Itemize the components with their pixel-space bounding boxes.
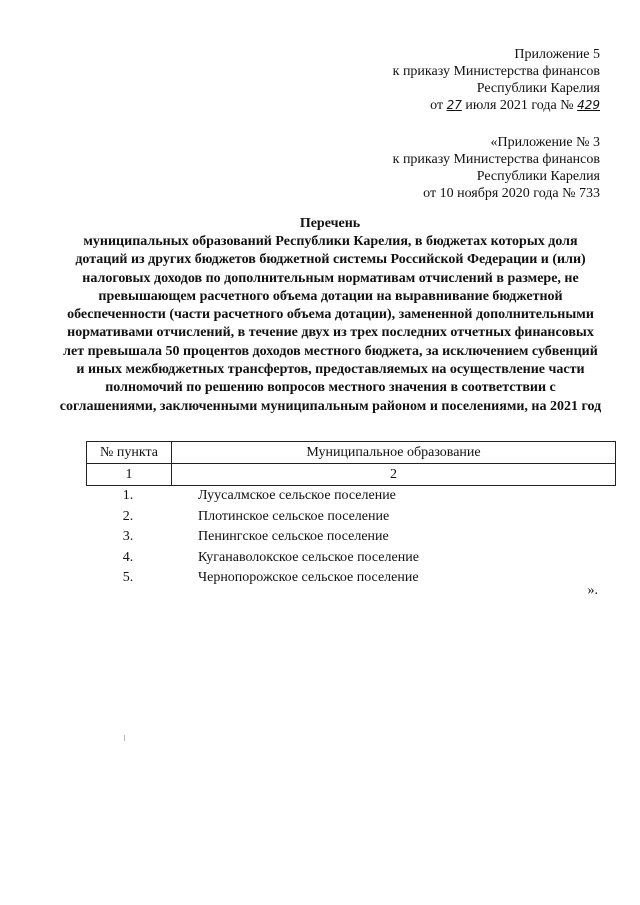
column-header-number: № пункта xyxy=(87,442,172,464)
appendix-3-title: «Приложение № 3 xyxy=(490,135,600,150)
column-header-municipality: Муниципальное образование xyxy=(172,442,616,464)
table-header-row xyxy=(87,442,616,464)
row-municipality: Пенингское сельское поселение xyxy=(198,529,389,544)
appendix-5-title: Приложение 5 xyxy=(514,47,600,62)
table-column-numbers-row xyxy=(87,464,616,486)
row-municipality: Плотинское сельское поселение xyxy=(198,508,390,524)
handwritten-order-number: 429 xyxy=(577,98,600,112)
row-municipality: Чернопорожское сельское поселение xyxy=(198,570,419,585)
appendix-3-order-line: к приказу Министерства финансов xyxy=(392,152,600,167)
appendix-3-header xyxy=(393,134,600,202)
table-row xyxy=(86,507,616,528)
column-number-1: 1 xyxy=(87,464,172,486)
municipalities-table xyxy=(86,441,616,589)
row-number: 4. xyxy=(122,549,134,565)
table-row xyxy=(86,568,616,589)
row-number: 5. xyxy=(122,570,134,585)
table-body xyxy=(86,486,616,589)
row-municipality: Куганаволокское сельское поселение xyxy=(198,549,419,565)
column-number-2: 2 xyxy=(172,464,616,486)
appendix-5-order-line: к приказу Министерства финансов xyxy=(392,64,600,79)
appendix-5-date-line xyxy=(393,97,600,114)
table-header xyxy=(86,441,616,486)
document-title-body: муниципальных образований Республики Карелия, в бюджетах которых доля дотаций из других бюджетов бюджетной системы Российской Федерации и (или) налоговых доходов по дополнительным нормативам отчислений в размере, не превышающем расчетного объема дотации на выравнивание бюджетной обеспеченности (части расчетного объема дотации), замененной дополнительными нормативами отчислений, в течение двух из трех последних отчетных финансовых лет превышала 50 процентов доходов местного бюджета, за исключением субвенций и иных межбюджетных трансфертов, предоставляемых на осуществление части полномочий по решению вопросов местного значения в соответствии с соглашениями, заключенными муниципальным районом и поселениями, на 2021 год xyxy=(59,234,602,414)
table-row xyxy=(86,486,616,507)
table-row xyxy=(86,548,616,569)
closing-quote-mark: ». xyxy=(587,583,598,598)
scan-artifact-mark xyxy=(124,735,125,741)
appendix-5-republic-line: Республики Карелия xyxy=(476,81,600,96)
appendix-3-republic-line: Республики Карелия xyxy=(476,169,600,184)
row-number: 2. xyxy=(122,508,134,524)
appendix-5-header xyxy=(393,46,600,114)
handwritten-day: 27 xyxy=(446,98,462,112)
date-rest: июля 2021 года № xyxy=(461,98,578,113)
appendix-3-date-line: от 10 ноября 2020 года № 733 xyxy=(423,186,600,201)
row-number: 1. xyxy=(122,488,134,503)
row-number: 3. xyxy=(122,529,134,544)
document-heading: Перечень xyxy=(299,216,361,231)
date-prefix: от xyxy=(430,98,447,113)
table-row xyxy=(86,527,616,548)
row-municipality: Луусалмское сельское поселение xyxy=(198,488,396,503)
